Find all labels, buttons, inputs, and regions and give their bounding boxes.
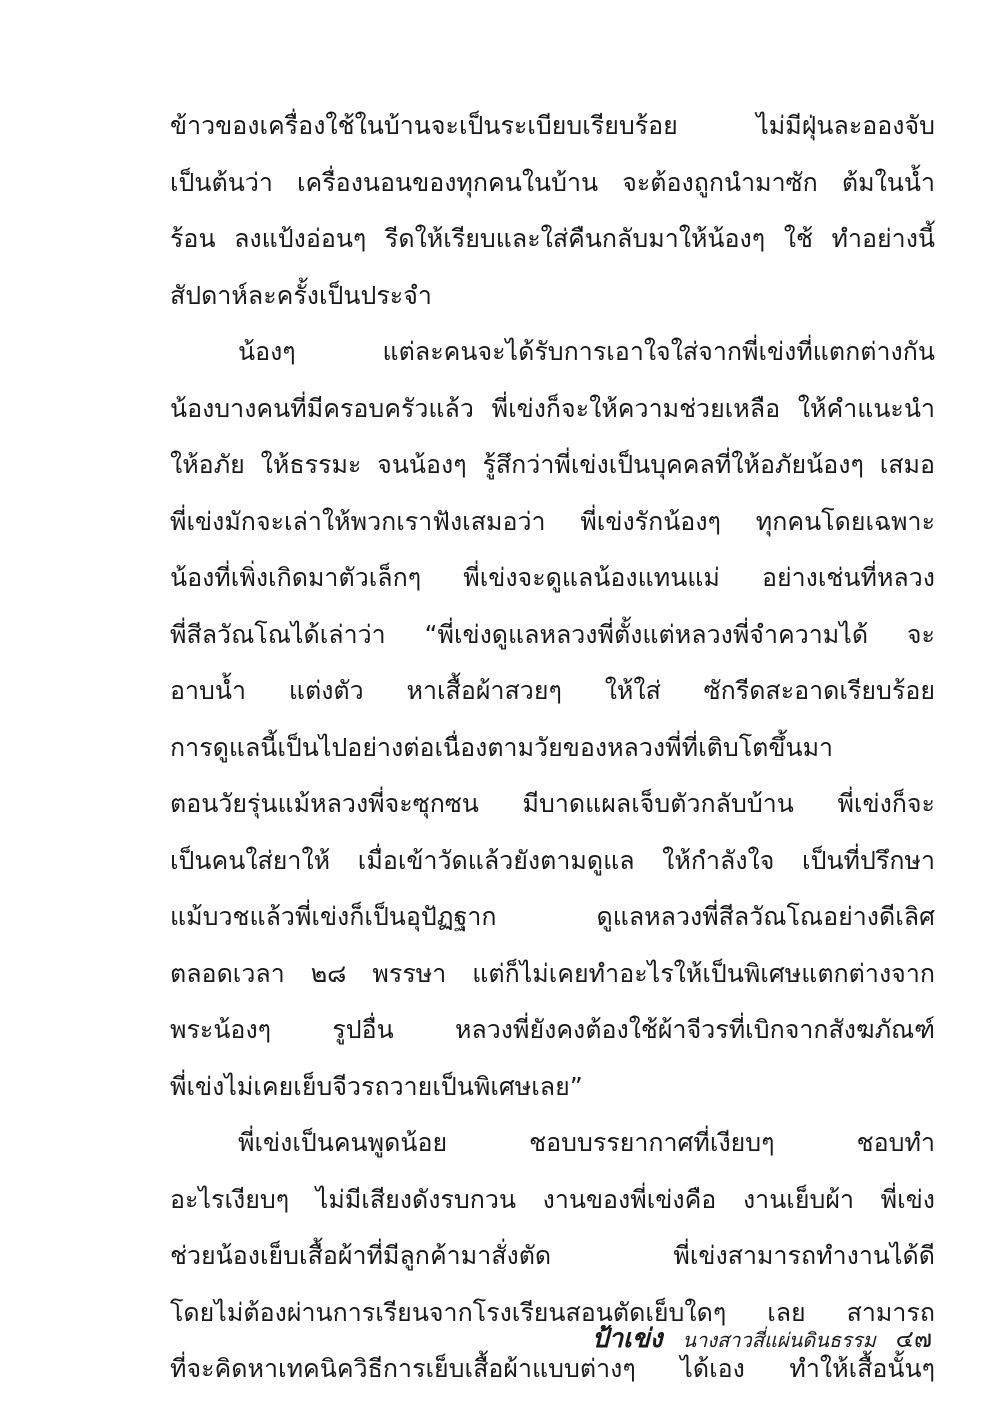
text-line: สัปดาห์ละครั้งเป็นประจำ	[170, 280, 432, 310]
book-subtitle: นางสาวสี่แผ่นดินธรรม	[682, 1328, 876, 1352]
text-line: น้องบางคนที่มีครอบครัวแล้ว พี่เข่งก็จะให้ความช่วยเหลือ ให้คำแนะนำ	[170, 393, 935, 423]
text-line: พี่เข่งไม่เคยเย็บจีวรถวายเป็นพิเศษเลย”	[170, 1071, 583, 1101]
text-line: พี่เข่งมักจะเล่าให้พวกเราฟังเสมอว่า พี่เข่งรักน้องๆ ทุกคนโดยเฉพาะ	[170, 506, 935, 536]
text-line: เป็นต้นว่า เครื่องนอนของทุกคนในบ้าน จะต้องถูกนำมาซัก ต้มในน้ำ	[170, 167, 935, 197]
text-line: ที่จะคิดหาเทคนิควิธีการเย็บเสื้อผ้าแบบต่างๆ ได้เอง ทำให้เสื้อนั้นๆ	[170, 1354, 935, 1383]
text-line: ข้าวของเครื่องใช้ในบ้านจะเป็นระเบียบเรียบร้อย ไม่มีฝุ่นละอองจับ	[170, 111, 935, 140]
page-number: ๔๗	[895, 1325, 932, 1353]
text-line: พี่สีลวัณโณได้เล่าว่า “พี่เข่งดูแลหลวงพี่ตั้งแต่หลวงพี่จำความได้ จะ	[170, 619, 935, 649]
text-line: พระน้องๆ รูปอื่น หลวงพี่ยังคงต้องใช้ผ้าจีวรที่เบิกจากสังฆภัณฑ์	[170, 1015, 935, 1044]
text-line: การดูแลนี้เป็นไปอย่างต่อเนื่องตามวัยของหลวงพี่ที่เติบโตขึ้นมา	[170, 732, 834, 762]
text-line: ร้อน ลงแป้งอ่อนๆ รีดให้เรียบและใส่คืนกลับมาให้น้องๆ ใช้ ทำอย่างนี้	[170, 224, 935, 253]
text-line: อาบน้ำ แต่งตัว หาเสื้อผ้าสวยๆ ให้ใส่ ซักรีดสะอาดเรียบร้อย	[170, 676, 935, 705]
body-text	[170, 98, 935, 1398]
text-line: ช่วยน้องเย็บเสื้อผ้าที่มีลูกค้ามาสั่งตัด พี่เข่งสามารถทำงานได้ดี	[170, 1241, 935, 1270]
text-line: น้องที่เพิ่งเกิดมาตัวเล็กๆ พี่เข่งจะดูแลน้องแทนแม่ อย่างเช่นที่หลวง	[170, 563, 935, 592]
page-footer	[592, 1318, 932, 1362]
text-line: เป็นคนใส่ยาให้ เมื่อเข้าวัดแล้วยังตามดูแล ให้กำลังใจ เป็นที่ปรึกษา	[170, 845, 935, 875]
text-line: โดยไม่ต้องผ่านการเรียนจากโรงเรียนสอนตัดเย็บใดๆ เลย สามารถ	[170, 1297, 935, 1327]
text-line: น้องๆ แต่ละคนจะได้รับการเอาใจใส่จากพี่เข่งที่แตกต่างกัน	[238, 337, 935, 366]
text-line: ตลอดเวลา ๒๘ พรรษา แต่ก็ไม่เคยทำอะไรให้เป็นพิเศษแตกต่างจาก	[170, 958, 935, 988]
book-title: ป้าเข่ง	[591, 1324, 663, 1354]
text-line: แม้บวชแล้วพี่เข่งก็เป็นอุปัฏฐาก ดูแลหลวงพี่สีลวัณโณอย่างดีเลิศ	[170, 902, 935, 931]
text-line: อะไรเงียบๆ ไม่มีเสียงดังรบกวน งานของพี่เข่งคือ งานเย็บผ้า พี่เข่ง	[170, 1184, 935, 1214]
text-line: ตอนวัยรุ่นแม้หลวงพี่จะซุกซน มีบาดแผลเจ็บตัวกลับบ้าน พี่เข่งก็จะ	[170, 789, 935, 818]
text-line: ให้อภัย ให้ธรรมะ จนน้องๆ รู้สึกว่าพี่เข่งเป็นบุคคลที่ให้อภัยน้องๆ เสมอ	[170, 450, 935, 479]
text-line: พี่เข่งเป็นคนพูดน้อย ชอบบรรยากาศที่เงียบๆ ชอบทำ	[238, 1128, 935, 1157]
